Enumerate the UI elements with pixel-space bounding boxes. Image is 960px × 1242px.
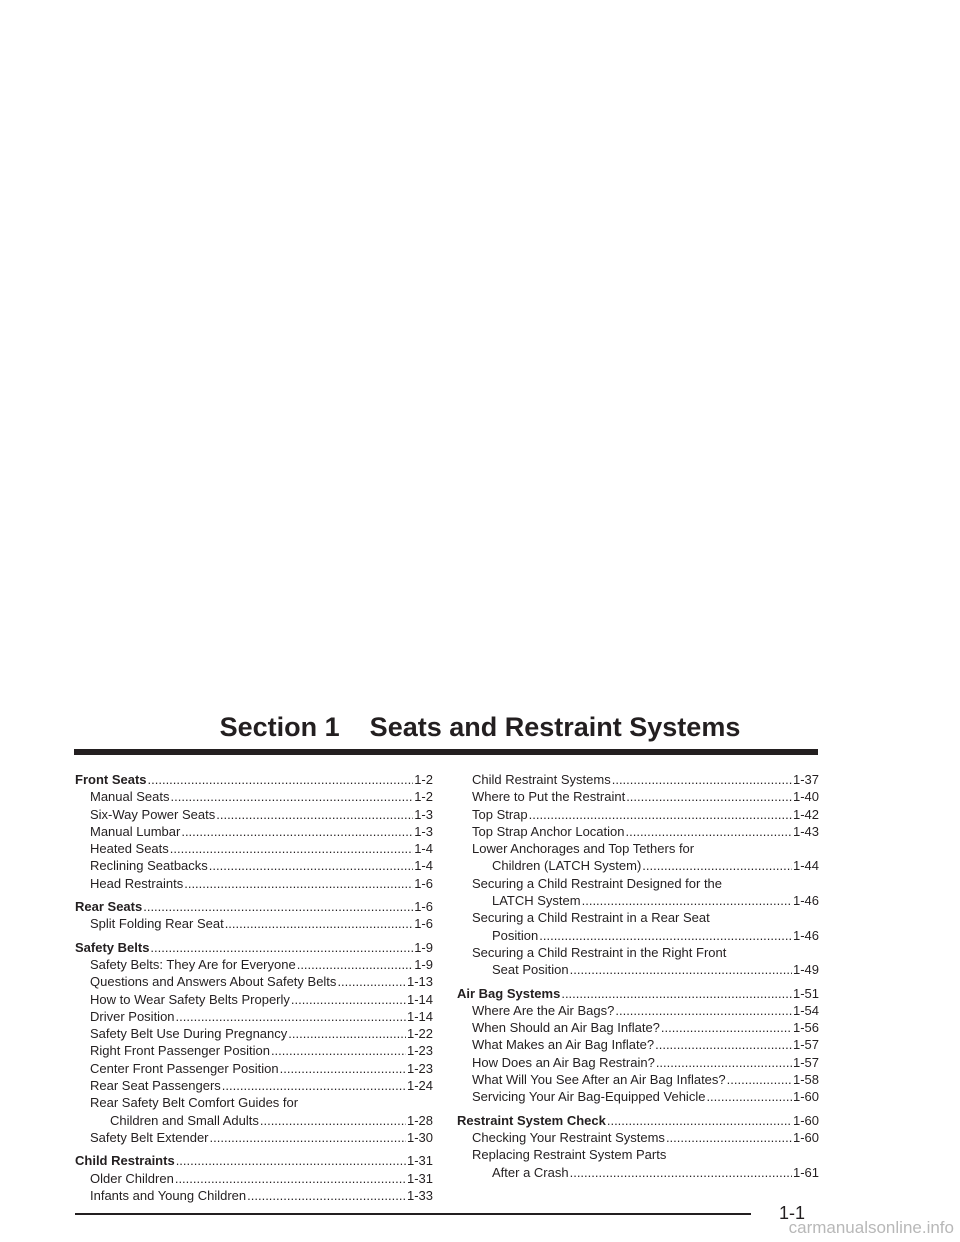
toc-page-number: 1-6 — [414, 875, 433, 891]
toc-entry[interactable] — [75, 840, 433, 857]
toc-entry-label: Children and Small Adults — [110, 1112, 259, 1128]
toc-section-heading[interactable] — [75, 939, 433, 956]
toc-entry[interactable] — [75, 956, 433, 973]
dot-leader — [143, 898, 413, 915]
toc-page-number: 1-37 — [792, 772, 819, 787]
dot-leader — [582, 892, 792, 909]
toc-entry[interactable] — [75, 857, 433, 874]
toc-page-number: 1-28 — [406, 1112, 433, 1128]
toc-entry-label: Split Folding Rear Seat — [90, 916, 224, 932]
toc-entry-label: Where Are the Air Bags? — [472, 1002, 615, 1018]
toc-entry-label-line: Lower Anchorages and Top Tethers for — [472, 841, 695, 857]
dot-leader — [150, 939, 413, 956]
dot-leader — [247, 1187, 406, 1204]
dot-leader — [607, 1112, 792, 1129]
dot-leader — [175, 1170, 406, 1187]
toc-entry[interactable] — [457, 1088, 819, 1105]
dot-leader — [561, 985, 792, 1002]
toc-entry-label: Right Front Passenger Position — [90, 1043, 270, 1059]
toc-entry[interactable] — [75, 1187, 433, 1204]
toc-entry-label: How to Wear Safety Belts Properly — [90, 991, 290, 1007]
toc-entry-label: Restraint System Check — [457, 1112, 606, 1128]
toc-entry-label: Questions and Answers About Safety Belts — [90, 974, 337, 990]
dot-leader — [706, 1088, 792, 1105]
toc-entry[interactable] — [457, 1019, 819, 1036]
toc-entry[interactable] — [75, 806, 433, 823]
toc-entry[interactable] — [75, 823, 433, 840]
dot-leader — [170, 840, 413, 857]
toc-entry-label-line: Rear Safety Belt Comfort Guides for — [90, 1095, 299, 1111]
dot-leader — [626, 788, 792, 805]
toc-entry-label: Head Restraints — [90, 875, 184, 891]
toc-page-number: 1-31 — [406, 1170, 433, 1186]
toc-entry-label: Air Bag Systems — [457, 985, 561, 1001]
toc-page-number: 1-42 — [792, 806, 819, 822]
toc-entry-label: Child Restraint Systems — [472, 772, 611, 787]
toc-entry-label: Reclining Seatbacks — [90, 858, 208, 874]
toc-page-number: 1-49 — [792, 962, 819, 978]
toc-page-number: 1-6 — [414, 916, 433, 932]
toc-entry[interactable] — [75, 1025, 433, 1042]
toc-page-number: 1-24 — [406, 1078, 433, 1094]
dot-leader — [148, 771, 414, 788]
toc-page-number: 1-33 — [406, 1187, 433, 1203]
toc-page-number: 1-60 — [792, 1089, 819, 1105]
toc-entry[interactable] — [457, 1164, 819, 1181]
toc-page-number: 1-23 — [406, 1043, 433, 1059]
dot-leader — [666, 1129, 792, 1146]
dot-leader — [626, 823, 792, 840]
dot-leader — [181, 823, 413, 840]
toc-entry[interactable] — [457, 892, 819, 909]
toc-entry-label: Safety Belts — [75, 939, 150, 955]
toc-entry[interactable] — [75, 1112, 433, 1129]
dot-leader — [612, 771, 792, 788]
toc-entry[interactable] — [457, 961, 819, 978]
dot-leader — [171, 788, 414, 805]
toc-page-number: 1-58 — [792, 1072, 819, 1088]
dot-leader — [656, 1054, 792, 1071]
toc-entry[interactable] — [457, 1036, 819, 1053]
toc-entry[interactable] — [457, 771, 819, 788]
toc-entry[interactable] — [457, 788, 819, 805]
toc-entry-label: After a Crash — [492, 1164, 569, 1180]
toc-page-number: 1-3 — [414, 806, 433, 822]
dot-leader — [661, 1019, 792, 1036]
dot-leader — [176, 1152, 406, 1169]
toc-entry[interactable] — [457, 823, 819, 840]
toc-entry-label: What Will You See After an Air Bag Inflates? — [472, 1072, 726, 1088]
toc-entry-label: Safety Belt Use During Pregnancy — [90, 1026, 288, 1042]
toc-section-heading[interactable] — [457, 1112, 819, 1129]
toc-entry[interactable] — [75, 875, 433, 892]
toc-entry-label: Children (LATCH System) — [492, 858, 642, 874]
dot-leader — [216, 806, 413, 823]
dot-leader — [225, 915, 414, 932]
section-title: Section 1 Seats and Restraint Systems — [219, 712, 741, 742]
toc-entry[interactable] — [457, 1129, 819, 1146]
dot-leader — [727, 1071, 792, 1088]
toc-entry-label: Position — [492, 927, 539, 943]
dot-leader — [291, 991, 406, 1008]
toc-entry-label: Top Strap — [472, 806, 528, 822]
toc-entry-label: Top Strap Anchor Location — [472, 823, 625, 839]
toc-entry[interactable] — [75, 1077, 433, 1094]
toc-entry-label-line: Replacing Restraint System Parts — [472, 1147, 667, 1163]
toc-entry-label: Six-Way Power Seats — [90, 806, 216, 822]
toc-page-number: 1-9 — [414, 956, 433, 972]
toc-entry[interactable] — [75, 1060, 433, 1077]
toc-entry[interactable] — [457, 1002, 819, 1019]
toc-entry-label: Servicing Your Air Bag-Equipped Vehicle — [472, 1089, 706, 1105]
toc-entry-label: Checking Your Restraint Systems — [472, 1129, 665, 1145]
toc-page-number: 1-3 — [414, 823, 433, 839]
toc-page-number: 1-60 — [792, 1129, 819, 1145]
toc-page-number: 1-61 — [792, 1164, 819, 1180]
toc-entry[interactable] — [75, 991, 433, 1008]
dot-leader — [288, 1025, 406, 1042]
dot-leader — [615, 1002, 792, 1019]
toc-section-heading[interactable] — [75, 1152, 433, 1169]
dot-leader — [222, 1077, 406, 1094]
toc-section-heading[interactable] — [75, 898, 433, 915]
toc-section-heading[interactable] — [457, 985, 819, 1002]
toc-entry-label: Front Seats — [75, 772, 147, 787]
dot-leader — [297, 956, 414, 973]
dot-leader — [570, 1164, 792, 1181]
page-number: 1-1 — [779, 1203, 806, 1223]
toc-page-number: 1-57 — [792, 1037, 819, 1053]
toc-page-number: 1-60 — [792, 1112, 819, 1128]
toc-entry-label: Rear Seats — [75, 899, 143, 915]
dot-leader — [184, 875, 413, 892]
toc-entry-label: Driver Position — [90, 1008, 175, 1024]
toc-page-number: 1-14 — [406, 991, 433, 1007]
dot-leader — [642, 857, 792, 874]
toc-page-number: 1-44 — [792, 858, 819, 874]
toc-entry[interactable] — [457, 1054, 819, 1071]
dot-leader — [260, 1112, 406, 1129]
toc-page-number: 1-6 — [414, 899, 433, 915]
toc-entry[interactable] — [457, 806, 819, 823]
dot-leader — [209, 857, 413, 874]
dot-leader — [655, 1036, 792, 1053]
footer-rule — [75, 1213, 751, 1215]
toc-page-number: 1-14 — [406, 1008, 433, 1024]
toc-entry[interactable] — [75, 1042, 433, 1059]
toc-left-column — [75, 771, 433, 1204]
toc-entry-label: Manual Lumbar — [90, 823, 181, 839]
toc-entry-label-line: Securing a Child Restraint Designed for the — [472, 875, 723, 891]
toc-entry[interactable] — [75, 788, 433, 805]
toc-entry[interactable] — [75, 1129, 433, 1146]
toc-entry-label: Where to Put the Restraint — [472, 789, 626, 805]
toc-page-number: 1-9 — [414, 939, 433, 955]
watermark: carmanualsonline.info — [788, 1218, 954, 1237]
toc-entry-label: When Should an Air Bag Inflate? — [472, 1020, 660, 1036]
toc-page-number: 1-31 — [406, 1153, 433, 1169]
toc-page-number: 1-54 — [792, 1002, 819, 1018]
toc-page-number: 1-51 — [792, 985, 819, 1001]
toc-page-number: 1-22 — [406, 1026, 433, 1042]
dot-leader — [210, 1129, 406, 1146]
toc-entry-label: Manual Seats — [90, 789, 170, 805]
toc-entry[interactable] — [457, 1071, 819, 1088]
dot-leader — [337, 973, 406, 990]
dot-leader — [529, 806, 792, 823]
dot-leader — [271, 1042, 406, 1059]
toc-entry-label: Infants and Young Children — [90, 1187, 247, 1203]
toc-entry[interactable] — [457, 927, 819, 944]
toc-entry-label: How Does an Air Bag Restrain? — [472, 1054, 655, 1070]
toc-right-column — [457, 771, 819, 1181]
dot-leader — [570, 961, 792, 978]
toc-entry[interactable] — [75, 973, 433, 990]
toc-entry-label: Older Children — [90, 1170, 174, 1186]
toc-page-number: 1-2 — [414, 772, 433, 787]
toc-page-number: 1-4 — [414, 841, 433, 857]
dot-leader — [539, 927, 792, 944]
toc-page-number: 1-4 — [414, 858, 433, 874]
dot-leader — [176, 1008, 406, 1025]
dot-leader — [280, 1060, 406, 1077]
toc-page-number: 1-56 — [792, 1020, 819, 1036]
toc-page-number: 1-30 — [406, 1129, 433, 1145]
toc-section-heading[interactable] — [75, 771, 433, 788]
toc-entry-label-line: Securing a Child Restraint in a Rear Seat — [472, 910, 710, 926]
toc-entry[interactable] — [457, 857, 819, 874]
toc-entry-label: Safety Belts: They Are for Everyone — [90, 956, 296, 972]
toc-page-number: 1-43 — [792, 823, 819, 839]
toc-entry-label-line: Securing a Child Restraint in the Right Front — [472, 944, 727, 960]
toc-page-number: 1-46 — [792, 927, 819, 943]
toc-entry-label: Rear Seat Passengers — [90, 1078, 221, 1094]
toc-entry[interactable] — [75, 1008, 433, 1025]
toc-entry-label: Seat Position — [492, 962, 569, 978]
toc-page-number: 1-13 — [406, 974, 433, 990]
toc-entry-label: Safety Belt Extender — [90, 1129, 209, 1145]
toc-entry-label: LATCH System — [492, 893, 581, 909]
toc-entry-label: Heated Seats — [90, 841, 169, 857]
toc-entry-label: Center Front Passenger Position — [90, 1060, 279, 1076]
toc-page-number: 1-46 — [792, 893, 819, 909]
toc-entry-label: Child Restraints — [75, 1153, 175, 1169]
toc-page-number: 1-23 — [406, 1060, 433, 1076]
toc-entry-label: What Makes an Air Bag Inflate? — [472, 1037, 655, 1053]
toc-entry[interactable] — [75, 915, 433, 932]
toc-page-number: 1-57 — [792, 1054, 819, 1070]
toc-page-number: 1-40 — [792, 789, 819, 805]
title-underline — [74, 749, 818, 755]
toc-entry[interactable] — [75, 1170, 433, 1187]
toc-page-number: 1-2 — [414, 789, 433, 805]
